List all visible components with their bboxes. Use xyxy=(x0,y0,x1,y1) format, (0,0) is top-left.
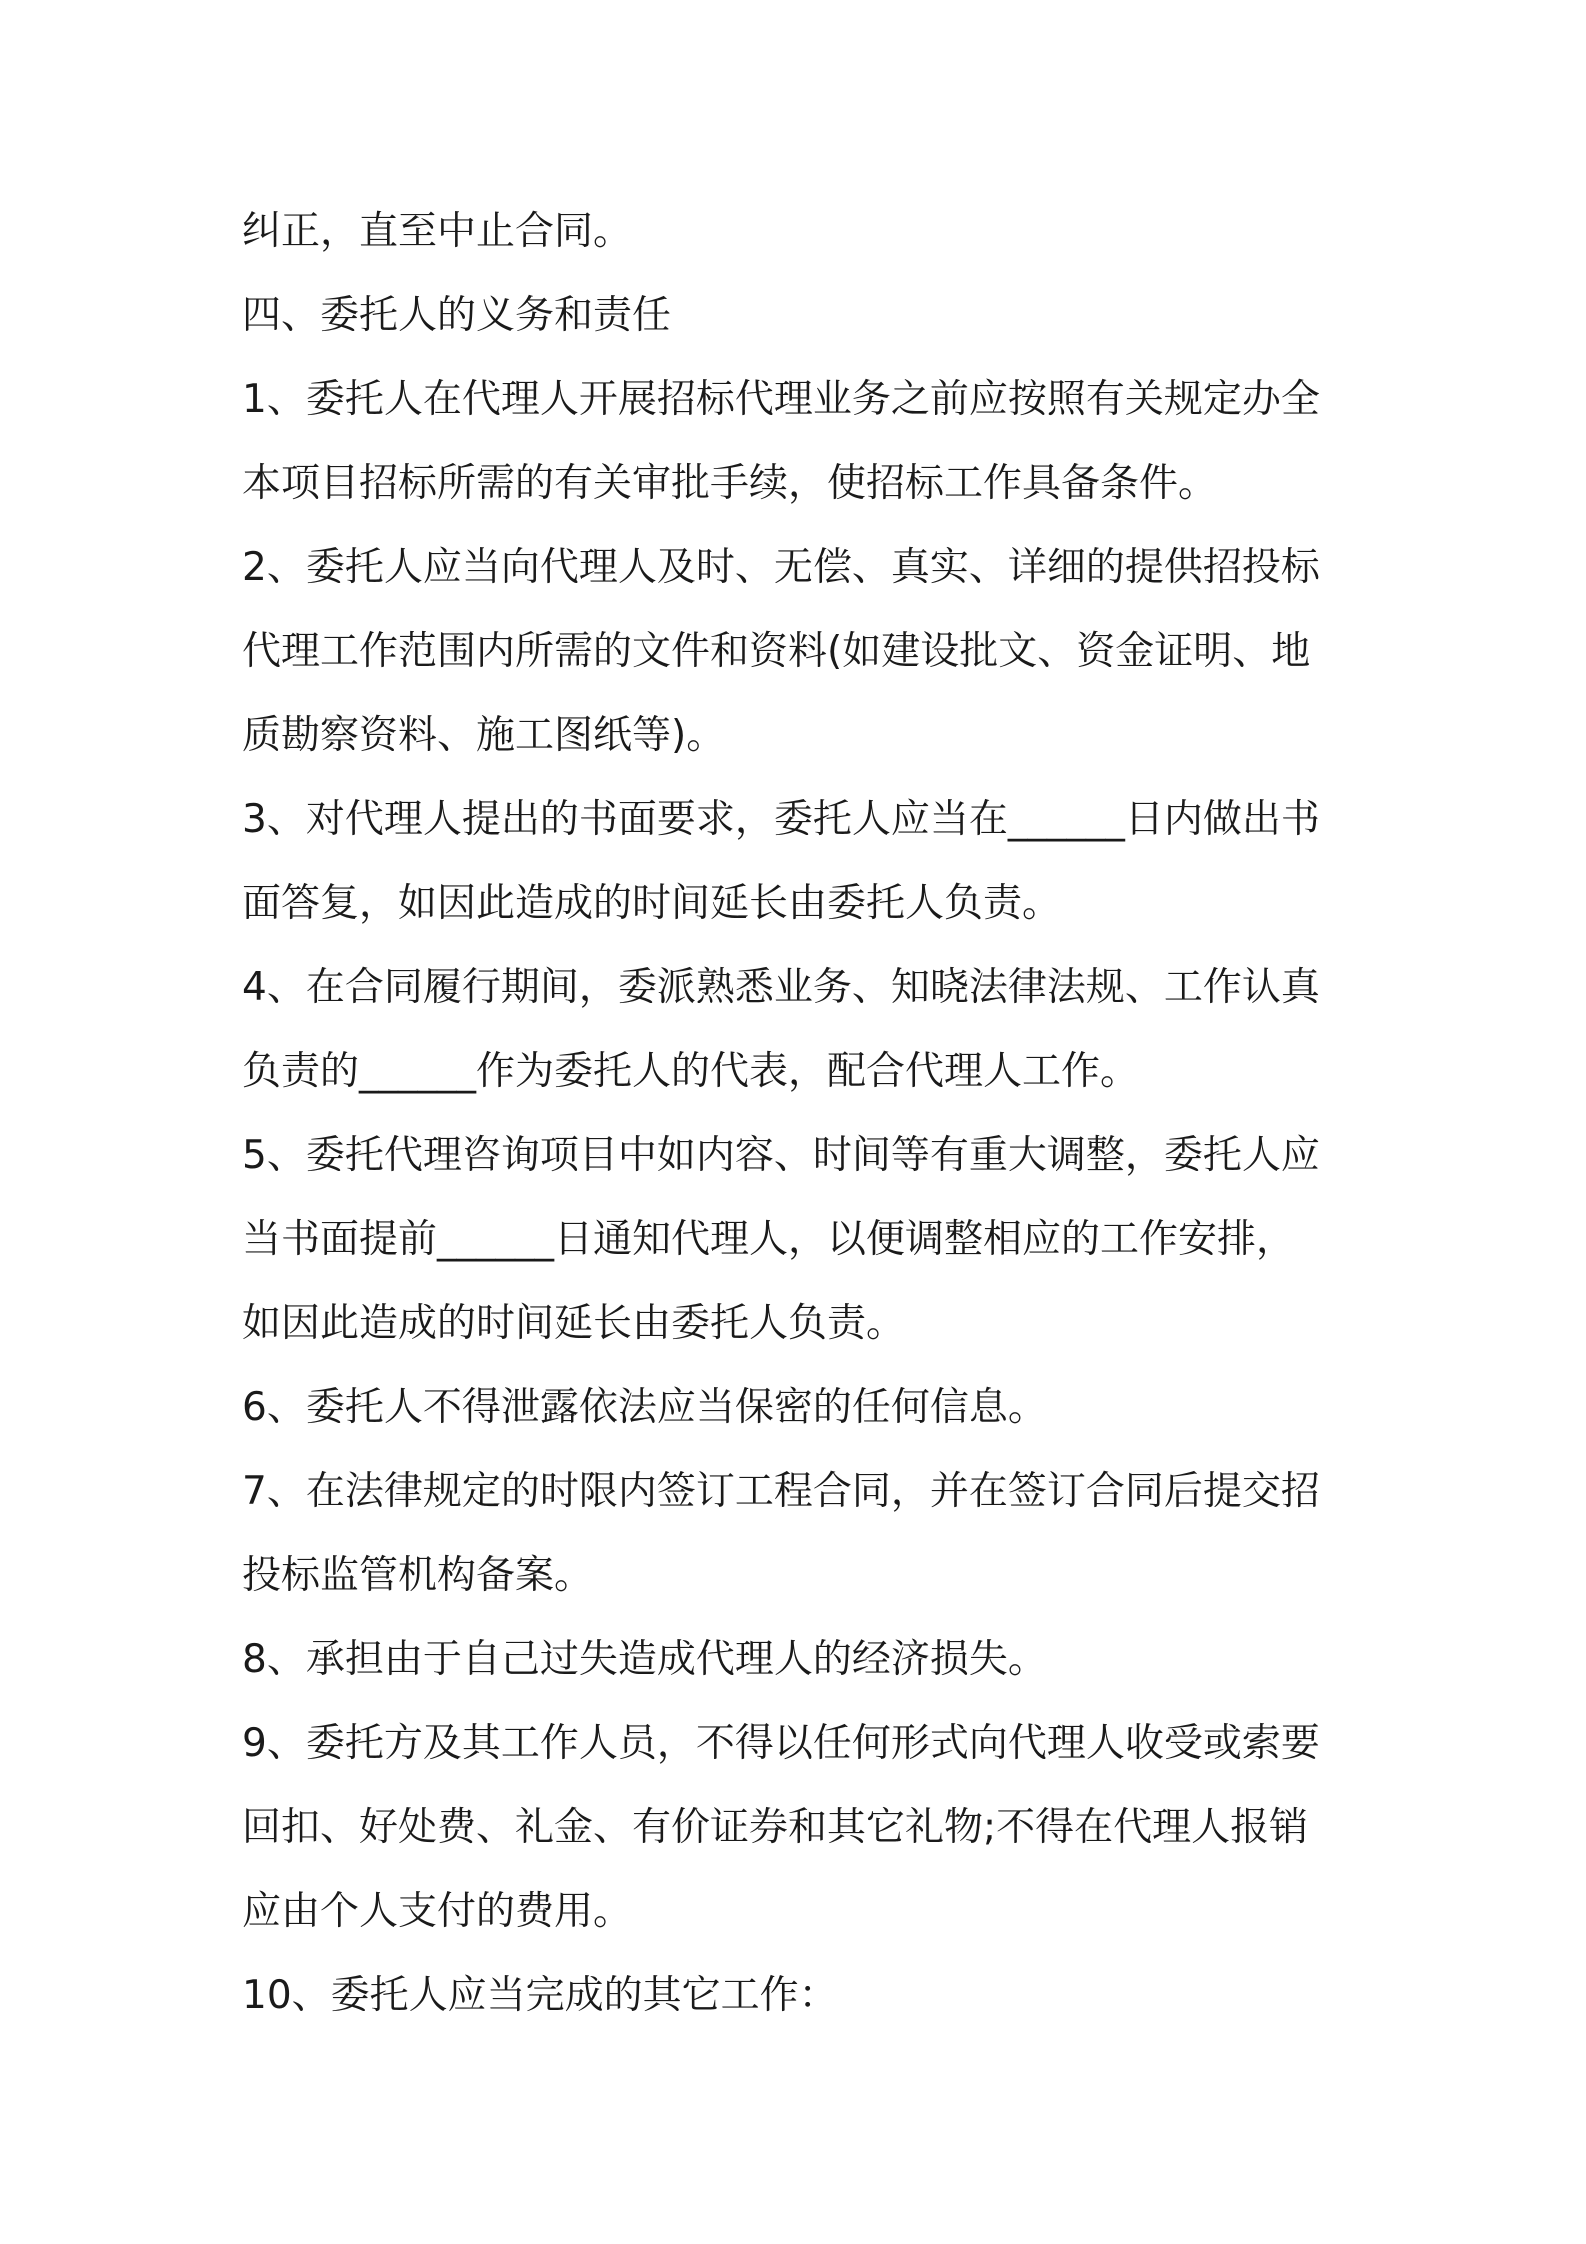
text-line-10: 4、在合同履行期间，委派熟悉业务、知晓法律法规、工作认真 xyxy=(242,965,1320,1010)
text-line-13: 当书面提前______日通知代理人，以便调整相应的工作安排， xyxy=(242,1217,1296,1262)
text-line-1: 纠正，直至中止合同。 xyxy=(242,209,633,254)
text-line-17: 投标监管机构备案。 xyxy=(242,1553,594,1598)
section-heading: 四、委托人的义务和责任 xyxy=(242,293,672,338)
text-line-12: 5、委托代理咨询项目中如内容、时间等有重大调整，委托人应 xyxy=(242,1133,1320,1178)
text-line-8: 3、对代理人提出的书面要求，委托人应当在______日内做出书 xyxy=(242,797,1320,842)
text-line-7: 质勘察资料、施工图纸等)。 xyxy=(242,713,726,758)
text-line-21: 应由个人支付的费用。 xyxy=(242,1889,633,1934)
text-line-3: 1、委托人在代理人开展招标代理业务之前应按照有关规定办全 xyxy=(242,377,1320,422)
text-line-9: 面答复，如因此造成的时间延长由委托人负责。 xyxy=(242,881,1062,926)
text-line-4: 本项目招标所需的有关审批手续，使招标工作具备条件。 xyxy=(242,461,1218,506)
text-line-19: 9、委托方及其工作人员，不得以任何形式向代理人收受或索要 xyxy=(242,1721,1320,1766)
text-line-20: 回扣、好处费、礼金、有价证券和其它礼物;不得在代理人报销 xyxy=(242,1805,1309,1850)
text-line-5: 2、委托人应当向代理人及时、无偿、真实、详细的提供招投标 xyxy=(242,545,1320,590)
text-line-14: 如因此造成的时间延长由委托人负责。 xyxy=(242,1301,906,1346)
text-line-6: 代理工作范围内所需的文件和资料(如建设批文、资金证明、地 xyxy=(242,629,1311,674)
text-line-18: 8、承担由于自己过失造成代理人的经济损失。 xyxy=(242,1637,1047,1682)
document-body xyxy=(242,190,1352,2038)
text-line-15: 6、委托人不得泄露依法应当保密的任何信息。 xyxy=(242,1385,1047,1430)
text-line-16: 7、在法律规定的时限内签订工程合同，并在签订合同后提交招 xyxy=(242,1469,1320,1514)
text-line-11: 负责的______作为委托人的代表，配合代理人工作。 xyxy=(242,1049,1140,1094)
text-line-22: 10、委托人应当完成的其它工作： xyxy=(242,1973,838,2018)
